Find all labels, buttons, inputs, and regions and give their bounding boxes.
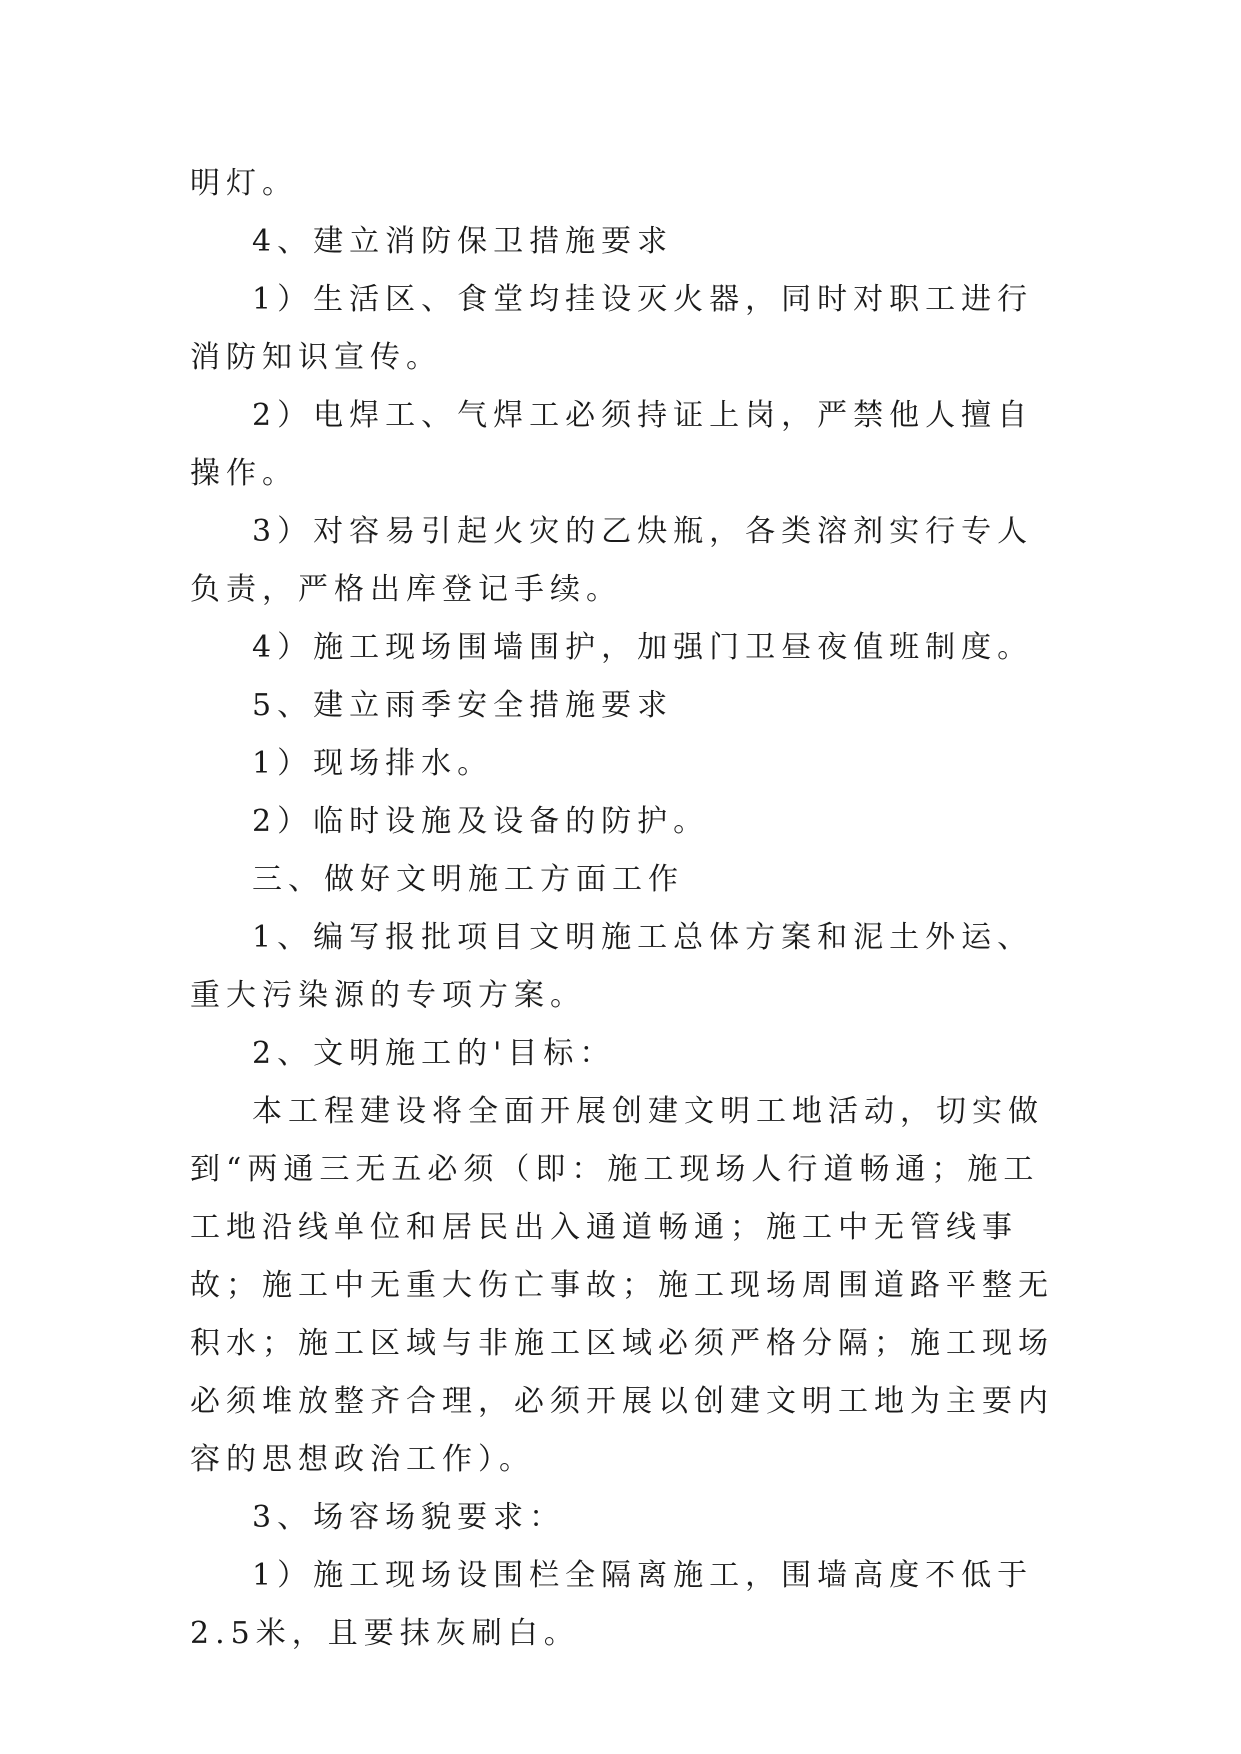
paragraph: 明灯。 (190, 166, 298, 201)
paragraph: 2）电焊工、气焊工必须持证上岗，严禁他人擅自操作。 (190, 398, 1034, 491)
section-heading: 3、场容场貌要求： (252, 1500, 566, 1535)
section-heading: 5、建立雨季安全措施要求 (252, 688, 674, 723)
document-body (190, 155, 1060, 1663)
paragraph: 本工程建设将全面开展创建文明工地活动，切实做到“两通三无五必须（即：施工现场人行道畅通；施工工地沿线单位和居民出入通道畅通；施工中无管线事故；施工中无重大伤亡事故；施工现场周围道路平整无积水；施工区域与非施工区域必须严格分隔；施工现场必须堆放整齐合理，必须开展以创建文明工地为主要内容的思想政治工作）。 (190, 1094, 1054, 1477)
chapter-heading: 三、做好文明施工方面工作 (252, 862, 684, 897)
section-heading: 4、建立消防保卫措施要求 (252, 224, 674, 259)
paragraph: 4）施工现场围墙围护，加强门卫昼夜值班制度。 (252, 630, 1034, 665)
paragraph: 3）对容易引起火灾的乙炔瓶，各类溶剂实行专人负责，严格出库登记手续。 (190, 514, 1034, 607)
paragraph: 1）施工现场设围栏全隔离施工，围墙高度不低于2.5米，且要抹灰刷白。 (190, 1558, 1034, 1651)
section-heading: 2、文明施工的'目标： (252, 1036, 616, 1071)
paragraph: 1）现场排水。 (252, 746, 494, 781)
paragraph: 1、编写报批项目文明施工总体方案和泥土外运、重大污染源的专项方案。 (190, 920, 1034, 1013)
paragraph: 1）生活区、食堂均挂设灭火器，同时对职工进行消防知识宣传。 (190, 282, 1034, 375)
paragraph: 2）临时设施及设备的防护。 (252, 804, 710, 839)
